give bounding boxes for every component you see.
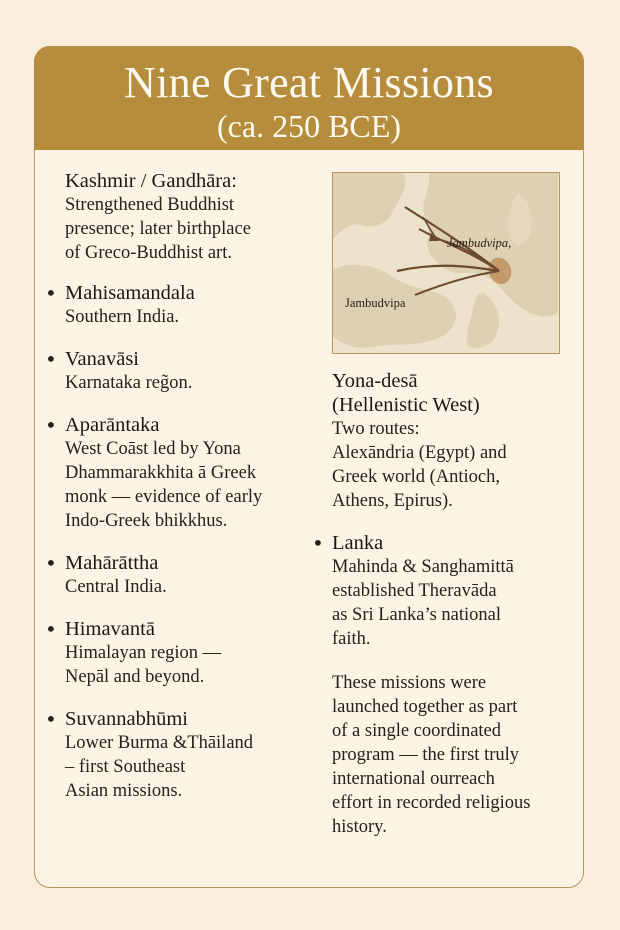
mission-name: Suvannabhūmi [65,708,188,730]
bullet-icon: • [312,531,324,555]
mission-name: (Hellenistic West) [332,394,480,416]
mission-name: Mahisamandala [65,282,195,304]
map-label-bottom: Jambudvipa [345,296,406,310]
note-line: history. [332,817,387,837]
mission-name: Aparāntaka [65,414,160,436]
bullet-icon: • [45,707,57,731]
mission-name: Kashmir / Gandhāra: [65,170,237,192]
bullet-icon: • [45,347,57,371]
mission-desc-line: Dhammarakkhita ā Greek [65,463,257,483]
bullet-icon: • [45,617,57,641]
mission-desc-line: Greek world (Antioch, [332,467,500,487]
mission-desc-line: monk — evidence of early [65,487,263,507]
note-line: These missions were [332,673,487,693]
page-title: Nine Great Missions [124,58,494,107]
mission-name: Yona-desā [332,370,418,392]
mission-name: Mahārāttha [65,552,159,574]
mission-desc-line: Himalayan region — [65,643,222,663]
mission-lanka [312,531,582,651]
bullet-icon: • [45,413,57,437]
note-line: program — the first truly [332,745,520,765]
mission-mahisamandala [45,281,327,329]
mission-aparantaka [45,413,327,533]
card-header [34,46,584,150]
mission-desc-line: Mahinda & Sanghamittā [332,557,514,577]
bullet-icon: • [45,281,57,305]
mission-kashmir [65,169,327,265]
mission-desc-line: established Theravāda [332,581,497,601]
mission-desc-line: Nepāl and beyond. [65,667,205,687]
note-line: of a single coordinated [332,721,502,741]
mission-desc-line: of Greco-Buddhist art. [65,243,232,263]
note-line: effort in recorded religious [332,793,531,813]
mission-name: Vanavāsi [65,348,140,370]
missions-card [34,46,584,888]
mission-desc-line: faith. [332,629,371,649]
left-column [45,169,327,803]
mission-himavanta [45,617,327,689]
closing-note [332,671,582,839]
note-line: launched together as part [332,697,518,717]
mission-suvannabhumi [45,707,327,803]
bullet-icon: • [45,551,57,575]
mission-yona-desa [332,369,582,513]
note-line: international ourreach [332,769,495,789]
mission-desc-line: Lower Burma &Thāiland [65,733,254,753]
route-map-graphic [333,173,558,352]
mission-desc-line: Karnataka reg̃on. [65,373,193,393]
mission-desc-line: Two routes: [332,419,420,439]
mission-name: Himavantā [65,618,155,640]
mission-desc-line: Central India. [65,577,167,597]
mission-desc-line: as Sri Lanka’s national [332,605,502,625]
mission-desc-line: Strengthened Buddhist [65,195,235,215]
mission-name: Lanka [332,532,384,554]
map-label-top: Jambudvipa, [447,236,512,250]
mission-maharattha [45,551,327,599]
mission-desc-line: Southern India. [65,307,180,327]
page-subtitle: (ca. 250 BCE) [217,108,401,144]
mission-desc-line: presence; later birthplace [65,219,251,239]
mission-desc-line: Athens, Epirus). [332,491,453,511]
mission-desc-line: – first Southeast [65,757,186,777]
mission-desc-line: Asian missions. [65,781,183,801]
right-column [312,369,582,839]
mission-desc-line: West Coāst led by Yona [65,439,241,459]
mission-desc-line: Indo-Greek bhikkhus. [65,511,228,531]
route-map [332,172,560,354]
mission-vanavasi [45,347,327,395]
mission-desc-line: Alexāndria (Egypt) and [332,443,507,463]
